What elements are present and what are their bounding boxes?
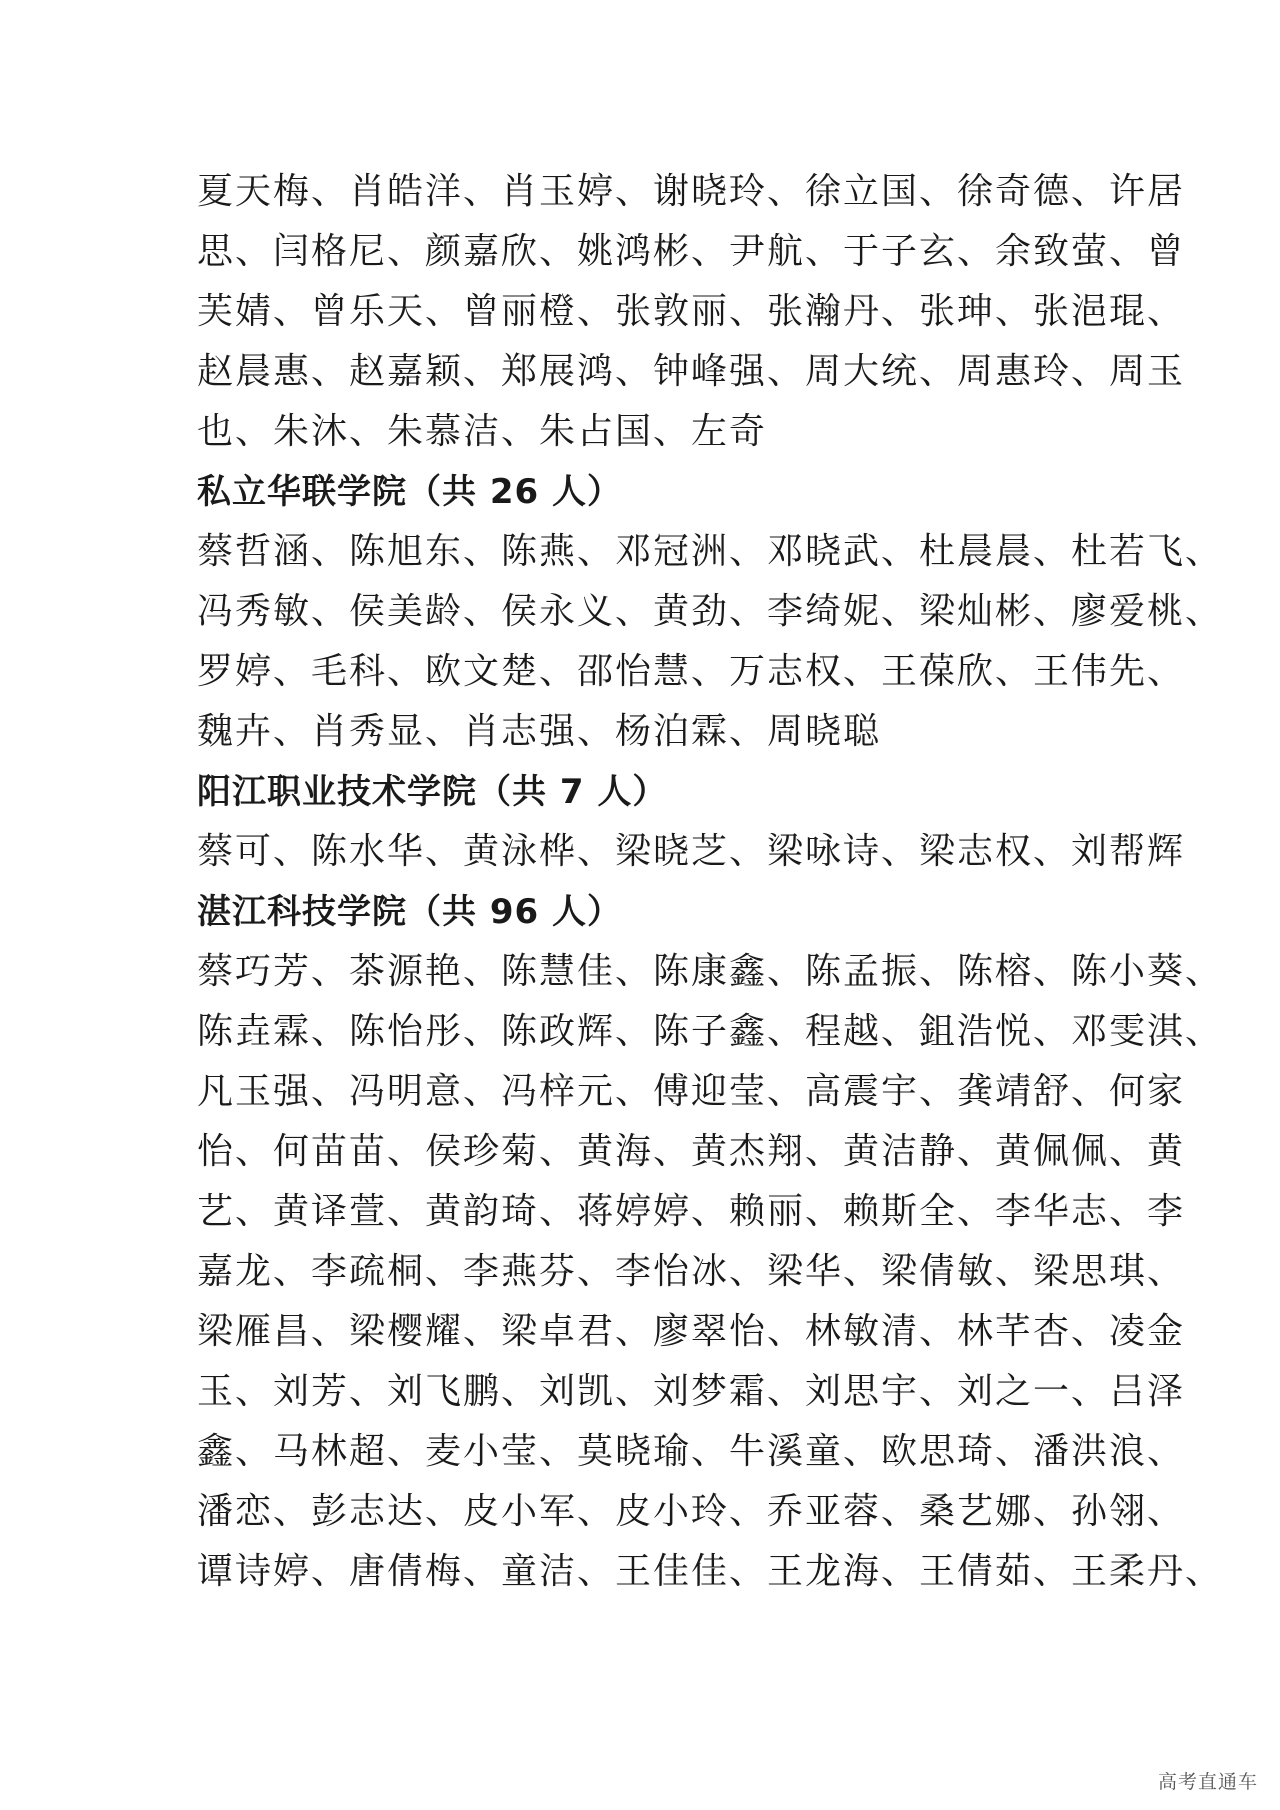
text-line: 陈垚霖、陈怡彤、陈政辉、陈子鑫、程越、鉏浩悦、邓雯淇、 [197,1011,1224,1052]
text-line: 谭诗婷、唐倩梅、童洁、王佳佳、王龙海、王倩茹、王柔丹、 [197,1551,1224,1592]
text-line: 冯秀敏、侯美龄、侯永义、黄劲、李绮妮、梁灿彬、廖爱桃、 [197,591,1224,632]
text-line: 罗婷、毛科、欧文楚、邵怡慧、万志权、王葆欣、王伟先、 [197,651,1186,692]
document-body [197,162,1224,1602]
text-line: 赵晨惠、赵嘉颖、郑展鸿、钟峰强、周大统、周惠玲、周玉 [197,351,1186,392]
text-line: 梁雁昌、梁樱耀、梁卓君、廖翠怡、林敏清、林芊杏、凌金 [197,1311,1186,1352]
text-line: 鑫、马林超、麦小莹、莫晓瑜、牛溪童、欧思琦、潘洪浪、 [197,1431,1186,1472]
text-line: 蔡可、陈水华、黄泳桦、梁晓芝、梁咏诗、梁志权、刘帮辉 [197,831,1186,872]
text-line: 蔡哲涵、陈旭东、陈燕、邓冠洲、邓晓武、杜晨晨、杜若飞、 [197,531,1224,572]
text-line: 芙婧、曾乐天、曾丽橙、张敦丽、张瀚丹、张珅、张浥琨、 [197,291,1186,332]
text-line: 怡、何苗苗、侯珍菊、黄海、黄杰翔、黄洁静、黄佩佩、黄 [197,1131,1186,1172]
text-line: 思、闫格尼、颜嘉欣、姚鸿彬、尹航、于子玄、余致萤、曾 [197,231,1186,272]
text-line: 魏卉、肖秀显、肖志强、杨泊霖、周晓聪 [197,711,882,752]
text-line: 也、朱沐、朱慕洁、朱占国、左奇 [197,411,768,452]
text-line: 玉、刘芳、刘飞鹏、刘凯、刘梦霜、刘思宇、刘之一、吕泽 [197,1371,1186,1412]
text-line: 凡玉强、冯明意、冯梓元、傅迎莹、高震宇、龚靖舒、何家 [197,1071,1186,1112]
text-line: 艺、黄译萱、黄韵琦、蒋婷婷、赖丽、赖斯全、李华志、李 [197,1191,1186,1232]
text-line: 夏天梅、肖皓洋、肖玉婷、谢晓玲、徐立国、徐奇德、许居 [197,171,1186,212]
section-heading-hualian: 私立华联学院（共 26 人） [197,472,622,512]
section-heading-yangjiang: 阳江职业技术学院（共 7 人） [197,772,668,812]
watermark: 高考直通车 [1157,1771,1258,1793]
text-line: 嘉龙、李疏桐、李燕芬、李怡冰、梁华、梁倩敏、梁思琪、 [197,1251,1186,1292]
text-line: 蔡巧芳、茶源艳、陈慧佳、陈康鑫、陈孟振、陈榕、陈小葵、 [197,951,1224,992]
text-line: 潘恋、彭志达、皮小军、皮小玲、乔亚蓉、桑艺娜、孙翎、 [197,1491,1186,1532]
section-heading-zhanjiang: 湛江科技学院（共 96 人） [197,892,622,932]
